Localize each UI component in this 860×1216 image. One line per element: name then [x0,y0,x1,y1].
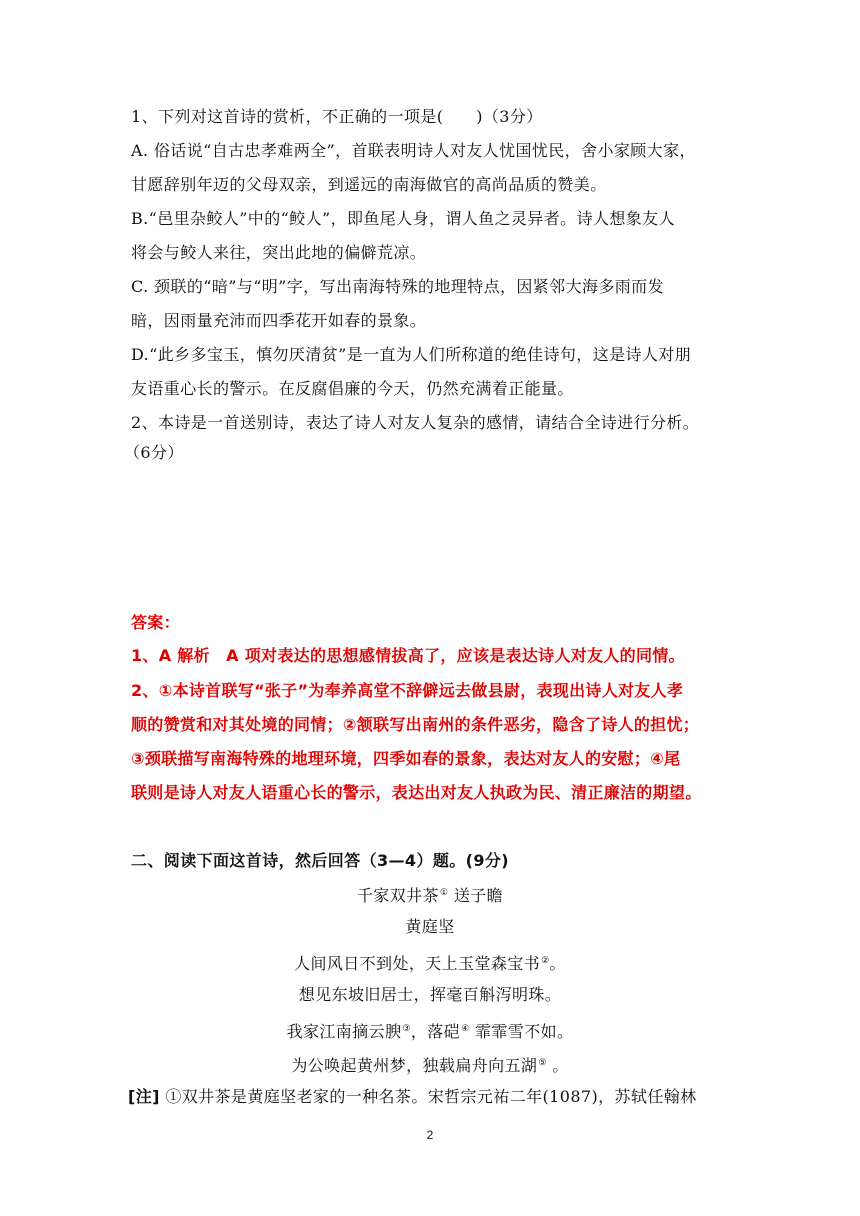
footnote [128,1086,697,1108]
option-d-line-1: D.“此乡多宝玉，慎勿厌清贫”是一直为人们所称道的绝佳诗句，这是诗人对朋 [131,345,692,364]
answer-heading: 答案： [131,613,180,632]
answer-line-2: 2、①本诗首联写“张子”为奉养高堂不辞僻远去做县尉，表现出诗人对友人孝 [131,681,684,700]
question-2-stem-line-1: 2、本诗是一首送别诗，表达了诗人对友人复杂的感情，请结合全诗进行分析。 [131,413,700,432]
answer-line-1: 1、A 解析 A 项对表达的思想感情拔高了，应该是表达诗人对友人的同情。 [131,646,685,665]
footnote-text: ①双井茶是黄庭坚老家的一种名茶。宋哲宗元祐二年(1087)，苏轼任翰林 [165,1087,697,1106]
page-number: 2 [426,1128,434,1142]
option-c-line-2: 暗，因雨量充沛而四季花开如春的景象。 [131,311,427,330]
answer-line-3: 顺的赞赏和对其处境的同情；②颔联写出南州的条件恶劣，隐含了诗人的担忧； [131,715,700,734]
answer-line-5: 联则是诗人对友人语重心长的警示，表达出对友人执政为民、清正廉洁的期望。 [131,783,702,802]
poem-line-3: 我家江南摘云腴③，落硙④ 霏霏雪不如。 [286,1022,574,1041]
option-a-line-2: 甘愿辞别年迈的父母双亲，到遥远的南海做官的高尚品质的赞美。 [131,175,607,194]
answer-line-4: ③颈联描写南海特殊的地理环境，四季如春的景象，表达对友人的安慰；④尾 [131,749,681,768]
poem-line-4: 为公唤起黄州梦，独载扁舟向五湖⑤ 。 [291,1056,569,1075]
option-c-line-1: C. 颈联的“暗”与“明”字，写出南海特殊的地理特点，因紧邻大海多雨而发 [131,277,664,296]
option-b-line-2: 将会与鲛人来往，突出此地的偏僻荒凉。 [131,243,427,262]
section-2-heading: 二、阅读下面这首诗，然后回答（3—4）题。(9分) [131,851,510,870]
question-1-stem: 1、下列对这首诗的赏析，不正确的一项是( )（3分） [131,107,543,126]
option-b-line-1: B.“邑里杂鲛人”中的“鲛人”，即鱼尾人身，谓人鱼之灵异者。诗人想象友人 [131,209,675,228]
poem-author: 黄庭坚 [405,917,455,936]
question-2-stem-line-2: （6分） [124,443,184,462]
footnote-label: [注] [128,1087,160,1106]
option-d-line-2: 友语重心长的警示。在反腐倡廉的今天，仍然充满着正能量。 [131,379,574,398]
poem-title: 千家双井茶① 送子瞻 [356,886,504,905]
option-a-line-1: A. 俗话说“自古忠孝难两全”，首联表明诗人对友人忧国忧民，舍小家顾大家， [131,141,696,160]
poem-line-1: 人间风日不到处，天上玉堂森宝书②。 [294,954,566,973]
poem-line-2: 想见东坡旧居士，挥毫百斛泻明珠。 [298,985,562,1004]
